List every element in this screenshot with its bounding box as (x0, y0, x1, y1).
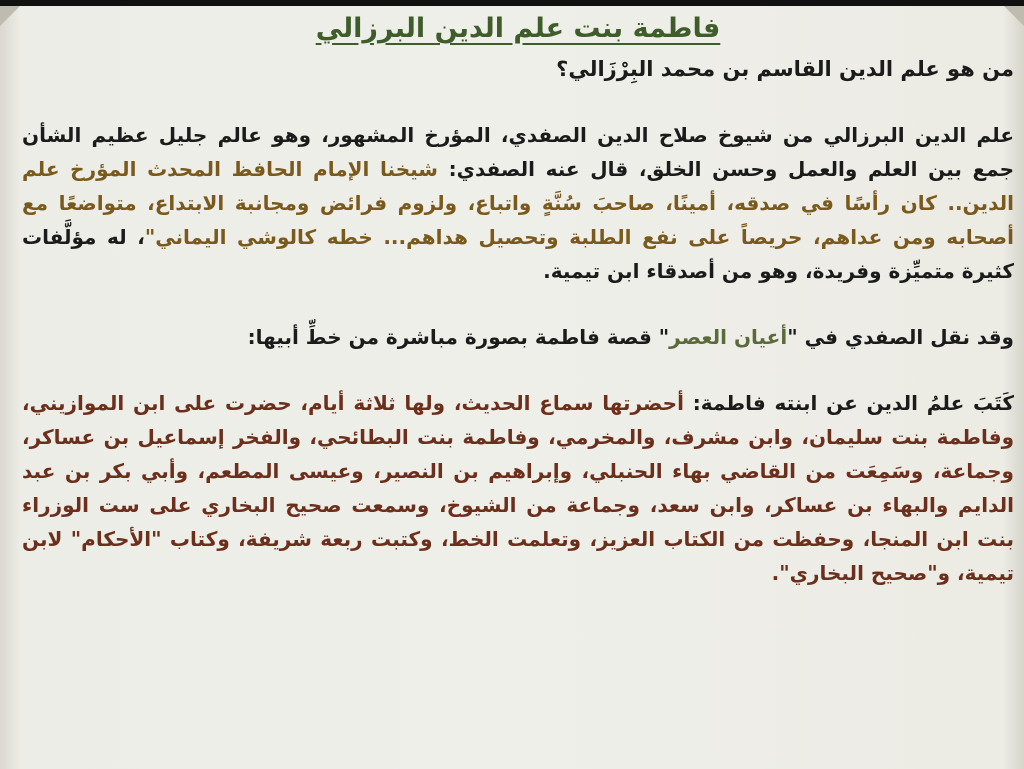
transfer-before: وقد نقل الصفدي في " (787, 325, 1014, 349)
transfer-paragraph (22, 320, 1014, 354)
question-heading: من هو علم الدين القاسم بن محمد البِرْزَالي؟ (556, 57, 1014, 81)
bio-quote: شيخنا الإمام الحافظ المحدث المؤرخ علم الدين.. كان رأسًا في صدقه، أمينًا، صاحبَ سُنَّةٍ واتباع، ولزوم فرائض ومجانبة الابتداع، متواضعًا مع أصحابه ومن عداهم، حريصاً على نفع الطلبة وتحصيل هداهم... خطه كالوشي اليماني" (22, 157, 1014, 249)
letter-paragraph (22, 386, 1014, 590)
book-title: أعيان العصر (669, 325, 788, 349)
page-title-text: فاطمة بنت علم الدين البرزالي (315, 13, 721, 44)
spacer (22, 288, 1014, 320)
page-title (22, 10, 1014, 48)
transfer-after: " قصة فاطمة بصورة مباشرة من خطِّ أبيها: (247, 325, 670, 349)
corner-decoration-left (0, 6, 20, 26)
slide-content (22, 10, 1014, 762)
bio-outro: ، له مؤلَّفات كثيرة متميِّزة وفريدة، وهو من أصدقاء ابن تيمية. (22, 225, 1014, 283)
letter-lead: كَتَبَ علمُ الدين عن ابنته فاطمة: (683, 391, 1014, 415)
spacer (22, 86, 1014, 118)
bio-paragraph (22, 118, 1014, 288)
letter-body: أحضرتها سماع الحديث، ولها ثلاثة أيام، حضرت على ابن الموازيني، وفاطمة بنت سليمان، وابن مشرف، والمخرمي، وفاطمة بنت البطائحي، والفخر إسماعيل بن عساكر، وجماعة، وسَمِعَت من القاضي بهاء الحنبلي، وإبراهيم بن النصير، وعيسى المطعم، وأبي بكر بن عبد الدايم والبهاء بن عساكر، وابن سعد، وجماعة من الشيوخ، وسمعت صحيح البخاري على ست الوزراء بنت ابن المنجا، وحفظت من الكتاب العزيز، وتعلمت الخط، وكتبت ربعة شريفة، وكتاب "الأحكام" لابن تيمية، و"صحيح البخاري". (22, 391, 1014, 585)
spacer (22, 354, 1014, 386)
bio-intro: علم الدين البرزالي من شيوخ صلاح الدين الصفدي، المؤرخ المشهور، وهو عالم جليل عظيم الشأن جمع بين العلم والعمل وحسن الخلق، قال عنه الصفدي: (22, 123, 1014, 181)
